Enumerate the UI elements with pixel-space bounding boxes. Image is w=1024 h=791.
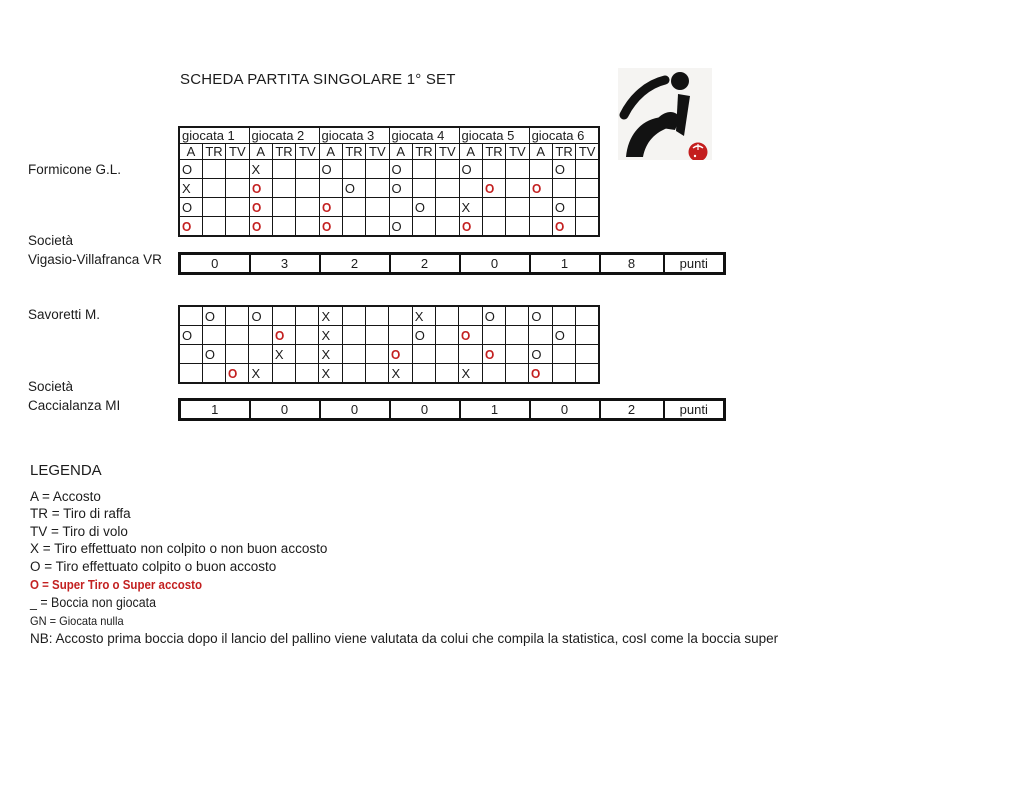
shot-cell bbox=[576, 217, 599, 237]
shot-cell bbox=[529, 160, 552, 179]
shot-cell bbox=[366, 326, 389, 345]
shot-mark: X bbox=[182, 180, 191, 196]
shot-cell bbox=[576, 326, 599, 345]
shot-cell bbox=[296, 345, 319, 364]
shot-cell bbox=[202, 364, 225, 384]
shot-cell bbox=[319, 364, 342, 384]
shot-cell bbox=[459, 306, 482, 326]
shot-cell bbox=[249, 326, 272, 345]
shot-cell bbox=[529, 326, 552, 345]
shot-mark: X bbox=[274, 346, 284, 362]
giocata-header: giocata 1 bbox=[179, 127, 249, 144]
shot-type-header: TV bbox=[296, 144, 319, 160]
shot-type-header: TV bbox=[436, 144, 459, 160]
shot-cell bbox=[272, 217, 295, 237]
shot-cell bbox=[272, 326, 295, 345]
shot-cell bbox=[529, 198, 552, 217]
shot-type-header: TV bbox=[506, 144, 529, 160]
shot-mark: X bbox=[321, 346, 331, 362]
legend bbox=[30, 462, 930, 648]
shot-cell bbox=[249, 160, 272, 179]
shot-cell bbox=[249, 217, 272, 237]
shot-cell bbox=[459, 364, 482, 384]
legend-item-tv: TV = Tiro di volo bbox=[30, 523, 128, 539]
legend-item-tr: TR = Tiro di raffa bbox=[30, 506, 131, 522]
punti-label: punti bbox=[664, 400, 725, 420]
shot-cell bbox=[179, 179, 202, 198]
shot-cell bbox=[459, 345, 482, 364]
shot-cell bbox=[296, 198, 319, 217]
shot-cell bbox=[506, 179, 529, 198]
shot-cell bbox=[272, 306, 295, 326]
legend-title: LEGENDA bbox=[30, 462, 102, 479]
shot-mark: X bbox=[391, 365, 401, 381]
shot-cell bbox=[202, 179, 225, 198]
shot-mark: X bbox=[321, 327, 331, 343]
shot-mark: O bbox=[554, 199, 566, 215]
boccia-row bbox=[179, 364, 599, 384]
giocata-header: giocata 2 bbox=[249, 127, 319, 144]
shot-cell bbox=[342, 364, 365, 384]
super-shot-mark: O bbox=[531, 180, 541, 196]
giocata-header: giocata 5 bbox=[459, 127, 529, 144]
shot-cell bbox=[296, 306, 319, 326]
shot-type-header: TV bbox=[576, 144, 599, 160]
shot-cell bbox=[482, 345, 505, 364]
shot-cell bbox=[552, 179, 575, 198]
shot-cell bbox=[366, 345, 389, 364]
points-strip bbox=[178, 252, 726, 275]
shot-mark: O bbox=[182, 161, 193, 177]
shot-cell bbox=[296, 179, 319, 198]
shot-cell bbox=[179, 345, 202, 364]
shot-cell bbox=[296, 364, 319, 384]
shot-mark: O bbox=[531, 346, 542, 362]
boccia-row bbox=[179, 198, 599, 217]
shot-cell bbox=[296, 326, 319, 345]
shot-cell bbox=[482, 306, 505, 326]
shot-mark: O bbox=[251, 308, 262, 324]
shot-cell bbox=[179, 364, 202, 384]
shot-cell bbox=[389, 326, 412, 345]
shot-type-header: TV bbox=[226, 144, 249, 160]
shot-cell bbox=[412, 160, 435, 179]
shot-type-header: A bbox=[179, 144, 202, 160]
points-cell: 0 bbox=[250, 400, 320, 420]
score-grid bbox=[178, 305, 600, 384]
points-strip bbox=[178, 398, 726, 421]
shot-type-header: TR bbox=[552, 144, 575, 160]
shot-cell bbox=[529, 217, 552, 237]
shot-cell bbox=[576, 306, 599, 326]
shot-cell bbox=[552, 364, 575, 384]
shot-cell bbox=[576, 198, 599, 217]
shot-cell bbox=[506, 326, 529, 345]
points-cell: 0 bbox=[530, 400, 600, 420]
shot-cell bbox=[459, 217, 482, 237]
legend-gn-text: GN = Giocata nulla bbox=[30, 613, 124, 628]
shot-cell bbox=[552, 326, 575, 345]
shot-cell bbox=[389, 364, 412, 384]
shot-cell bbox=[506, 306, 529, 326]
legend-super-text: O = Super Tiro o Super accosto bbox=[30, 577, 203, 592]
shot-cell bbox=[226, 326, 249, 345]
shot-cell bbox=[529, 179, 552, 198]
shot-cell bbox=[389, 198, 412, 217]
shot-cell bbox=[202, 326, 225, 345]
shot-cell bbox=[436, 179, 459, 198]
shot-type-header: TV bbox=[366, 144, 389, 160]
points-cell: 0 bbox=[460, 254, 530, 274]
shot-cell bbox=[482, 326, 505, 345]
shot-mark: X bbox=[321, 365, 331, 381]
shot-cell bbox=[179, 160, 202, 179]
points-cell: 1 bbox=[530, 254, 600, 274]
bocce-player-logo bbox=[618, 68, 712, 160]
shot-cell bbox=[179, 306, 202, 326]
shot-cell bbox=[319, 198, 342, 217]
legend-nb-note: NB: Accosto prima boccia dopo il lancio del pallino viene valutata da colui che compila la statistica, cosI come la boccia super bbox=[30, 631, 779, 647]
shot-cell bbox=[552, 217, 575, 237]
shot-cell bbox=[249, 364, 272, 384]
shot-type-header: A bbox=[459, 144, 482, 160]
shot-cell bbox=[482, 198, 505, 217]
super-shot-mark: O bbox=[391, 346, 401, 362]
super-shot-mark: O bbox=[531, 365, 541, 381]
shot-cell bbox=[436, 160, 459, 179]
boccia-row bbox=[179, 217, 599, 237]
shot-cell bbox=[366, 306, 389, 326]
scorecard-table-player2 bbox=[178, 305, 600, 384]
points-cell: 0 bbox=[180, 254, 250, 274]
shot-cell bbox=[482, 217, 505, 237]
points-cell: 0 bbox=[390, 400, 460, 420]
shot-cell bbox=[482, 364, 505, 384]
shot-cell bbox=[202, 345, 225, 364]
points-cell: 3 bbox=[250, 254, 320, 274]
punti-label: punti bbox=[664, 254, 725, 274]
shot-cell bbox=[179, 326, 202, 345]
shot-mark: O bbox=[391, 161, 402, 177]
shot-mark: O bbox=[414, 199, 425, 215]
score-grid bbox=[178, 126, 600, 237]
shot-cell bbox=[529, 345, 552, 364]
shot-cell bbox=[342, 198, 365, 217]
super-shot-mark: O bbox=[274, 327, 285, 343]
shot-cell bbox=[342, 345, 365, 364]
shot-mark: X bbox=[251, 161, 261, 177]
shot-cell bbox=[319, 179, 342, 198]
giocata-header: giocata 6 bbox=[529, 127, 599, 144]
super-shot-mark: O bbox=[228, 365, 238, 381]
super-shot-mark: O bbox=[461, 218, 471, 234]
shot-cell bbox=[576, 345, 599, 364]
legend-item-o: O = Tiro effettuato colpito o buon accosto bbox=[30, 558, 277, 574]
super-shot-mark: O bbox=[251, 180, 261, 196]
shot-cell bbox=[529, 364, 552, 384]
super-shot-mark: O bbox=[182, 218, 192, 234]
shot-mark: O bbox=[391, 180, 402, 196]
shot-cell bbox=[272, 160, 295, 179]
shot-mark: O bbox=[321, 161, 332, 177]
super-shot-mark: O bbox=[484, 180, 495, 196]
shot-cell bbox=[226, 217, 249, 237]
shot-cell bbox=[296, 217, 319, 237]
shot-cell bbox=[436, 217, 459, 237]
shot-cell bbox=[552, 160, 575, 179]
points-cell: 1 bbox=[460, 400, 530, 420]
giocata-header: giocata 4 bbox=[389, 127, 459, 144]
shot-mark: O bbox=[484, 308, 495, 324]
boccia-row bbox=[179, 179, 599, 198]
shot-cell bbox=[319, 306, 342, 326]
shot-cell bbox=[272, 364, 295, 384]
shot-type-header: TR bbox=[202, 144, 225, 160]
shot-cell bbox=[482, 160, 505, 179]
shot-cell bbox=[226, 345, 249, 364]
shot-mark: X bbox=[461, 199, 471, 215]
points-table-player1 bbox=[178, 252, 726, 275]
super-shot-mark: O bbox=[484, 346, 495, 362]
shot-cell bbox=[436, 364, 459, 384]
page-title: SCHEDA PARTITA SINGOLARE 1° SET bbox=[180, 71, 456, 88]
shot-cell bbox=[202, 217, 225, 237]
shot-cell bbox=[412, 364, 435, 384]
shot-cell bbox=[319, 217, 342, 237]
boccia-row bbox=[179, 306, 599, 326]
shot-cell bbox=[389, 160, 412, 179]
bocce-player-icon bbox=[618, 68, 712, 160]
shot-cell bbox=[482, 179, 505, 198]
shot-type-header: TR bbox=[412, 144, 435, 160]
shot-cell bbox=[412, 306, 435, 326]
shot-cell bbox=[226, 306, 249, 326]
scorecard-table-player1 bbox=[178, 126, 600, 237]
shot-cell bbox=[389, 306, 412, 326]
legend-item-a: A = Accosto bbox=[30, 488, 101, 504]
shot-cell bbox=[412, 198, 435, 217]
shot-cell bbox=[389, 179, 412, 198]
shot-cell bbox=[342, 217, 365, 237]
shot-type-header: A bbox=[529, 144, 552, 160]
shot-cell bbox=[459, 326, 482, 345]
shot-mark: O bbox=[414, 327, 425, 343]
shot-mark: O bbox=[182, 199, 193, 215]
boccia-row bbox=[179, 326, 599, 345]
shot-mark: O bbox=[461, 161, 472, 177]
shot-cell bbox=[506, 364, 529, 384]
shot-cell bbox=[506, 198, 529, 217]
shot-cell bbox=[506, 345, 529, 364]
player1-name: Formicone G.L. bbox=[28, 162, 122, 177]
shot-cell bbox=[576, 364, 599, 384]
legend-item-x: X = Tiro effettuato non colpito o non buon accosto bbox=[30, 541, 328, 557]
boccia-row bbox=[179, 345, 599, 364]
shot-cell bbox=[366, 217, 389, 237]
shot-cell bbox=[506, 160, 529, 179]
super-shot-mark: O bbox=[461, 327, 471, 343]
shot-cell bbox=[249, 345, 272, 364]
player1-society: Vigasio-Villafranca VR bbox=[28, 252, 162, 267]
shot-cell bbox=[552, 198, 575, 217]
shot-cell bbox=[459, 179, 482, 198]
shot-cell bbox=[202, 198, 225, 217]
shot-cell bbox=[436, 345, 459, 364]
shot-cell bbox=[529, 306, 552, 326]
shot-cell bbox=[506, 217, 529, 237]
player2-name: Savoretti M. bbox=[28, 307, 101, 322]
shot-type-header: A bbox=[249, 144, 272, 160]
shot-mark: O bbox=[391, 218, 402, 234]
shot-cell bbox=[459, 160, 482, 179]
shot-cell bbox=[412, 345, 435, 364]
legend-boccia-text: _ = Boccia non giocata bbox=[30, 595, 157, 611]
shot-mark: O bbox=[554, 327, 565, 343]
shot-mark: O bbox=[182, 327, 193, 343]
shot-mark: O bbox=[204, 308, 215, 324]
shot-cell bbox=[552, 306, 575, 326]
shot-cell bbox=[226, 364, 249, 384]
shot-cell bbox=[366, 160, 389, 179]
shot-cell bbox=[179, 198, 202, 217]
shot-cell bbox=[226, 160, 249, 179]
giocata-header: giocata 3 bbox=[319, 127, 389, 144]
shot-cell bbox=[459, 198, 482, 217]
shot-mark: O bbox=[554, 161, 566, 177]
legend-item-boccia bbox=[30, 594, 930, 612]
shot-cell bbox=[552, 345, 575, 364]
shot-cell bbox=[342, 179, 365, 198]
shot-cell bbox=[249, 198, 272, 217]
super-shot-mark: O bbox=[321, 218, 331, 234]
shot-cell bbox=[436, 198, 459, 217]
shot-cell bbox=[389, 217, 412, 237]
super-shot-mark: O bbox=[321, 199, 331, 215]
shot-mark: X bbox=[321, 308, 331, 324]
points-cell: 8 bbox=[600, 254, 664, 274]
legend-item-super bbox=[30, 576, 930, 595]
shot-cell bbox=[366, 179, 389, 198]
shot-mark: O bbox=[344, 180, 355, 196]
society-label-2: Società bbox=[28, 379, 74, 394]
shot-cell bbox=[389, 345, 412, 364]
shot-type-header: TR bbox=[482, 144, 505, 160]
shot-cell bbox=[576, 179, 599, 198]
points-cell: 2 bbox=[600, 400, 664, 420]
shot-cell bbox=[342, 160, 365, 179]
shot-cell bbox=[576, 160, 599, 179]
points-cell: 2 bbox=[390, 254, 460, 274]
shot-mark: O bbox=[204, 346, 215, 362]
shot-cell bbox=[226, 198, 249, 217]
shot-cell bbox=[272, 345, 295, 364]
shot-cell bbox=[412, 179, 435, 198]
shot-type-header: TR bbox=[272, 144, 295, 160]
shot-cell bbox=[226, 179, 249, 198]
points-cell: 2 bbox=[320, 254, 390, 274]
shot-mark: X bbox=[251, 365, 261, 381]
shot-cell bbox=[412, 217, 435, 237]
shot-cell bbox=[319, 160, 342, 179]
shot-cell bbox=[366, 364, 389, 384]
points-cell: 0 bbox=[320, 400, 390, 420]
shot-cell bbox=[436, 326, 459, 345]
super-shot-mark: O bbox=[251, 218, 261, 234]
player2-society: Caccialanza MI bbox=[28, 398, 121, 413]
shot-type-header: A bbox=[319, 144, 342, 160]
shot-cell bbox=[249, 306, 272, 326]
society-label-1: Società bbox=[28, 233, 74, 248]
shot-type-header: TR bbox=[342, 144, 365, 160]
shot-cell bbox=[436, 306, 459, 326]
shot-cell bbox=[342, 326, 365, 345]
shot-mark: X bbox=[461, 365, 471, 381]
shot-mark: O bbox=[531, 308, 542, 324]
shot-cell bbox=[249, 179, 272, 198]
shot-mark: X bbox=[414, 308, 424, 324]
super-shot-mark: O bbox=[554, 218, 565, 234]
shot-cell bbox=[272, 198, 295, 217]
shot-cell bbox=[319, 345, 342, 364]
shot-cell bbox=[366, 198, 389, 217]
points-table-player2 bbox=[178, 398, 726, 421]
shot-cell bbox=[412, 326, 435, 345]
shot-cell bbox=[202, 306, 225, 326]
shot-cell bbox=[319, 326, 342, 345]
points-cell: 1 bbox=[180, 400, 250, 420]
shot-cell bbox=[179, 217, 202, 237]
legend-item-gn bbox=[30, 612, 930, 631]
shot-cell bbox=[342, 306, 365, 326]
super-shot-mark: O bbox=[251, 199, 261, 215]
boccia-row bbox=[179, 160, 599, 179]
shot-cell bbox=[272, 179, 295, 198]
shot-type-header: A bbox=[389, 144, 412, 160]
shot-cell bbox=[202, 160, 225, 179]
shot-cell bbox=[296, 160, 319, 179]
